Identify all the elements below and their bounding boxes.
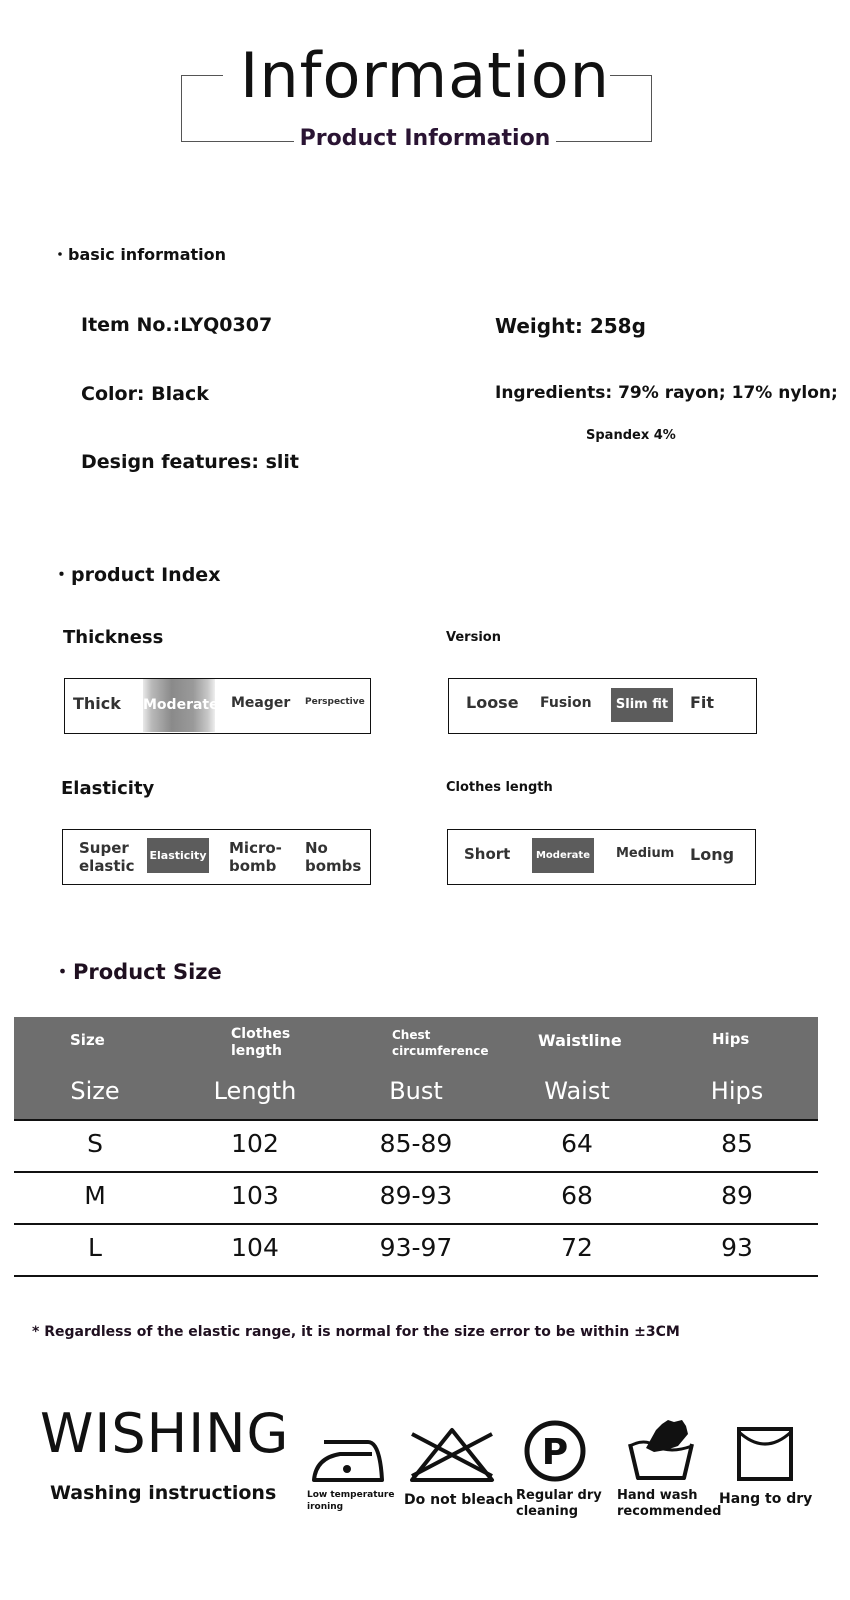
size-subheader-length: Length: [213, 1077, 297, 1105]
elasticity-option-micro-line2: bomb: [229, 857, 277, 875]
version-option-loose: Loose: [466, 693, 519, 712]
table-cell: 89: [721, 1181, 753, 1210]
size-subheader-bust: Bust: [389, 1077, 443, 1105]
hand-wash-label-line1: Hand wash: [617, 1488, 698, 1503]
basic-info-heading: ・basic information: [52, 245, 227, 264]
table-cell: 72: [561, 1233, 593, 1262]
no-bleach-icon: [408, 1426, 496, 1484]
dry-clean-label-line1: Regular dry: [516, 1488, 602, 1503]
table-cell: 104: [231, 1233, 279, 1262]
version-scale: [448, 678, 757, 734]
size-header-chest: [392, 1027, 489, 1059]
table-line: [14, 1119, 818, 1121]
frame-left-top: [181, 75, 223, 76]
size-header-clothes-line2: length: [231, 1043, 282, 1059]
elasticity-option-super-line2: elastic: [79, 857, 135, 875]
elasticity-option-super-line1: Super: [79, 839, 129, 857]
table-cell: 85: [721, 1129, 753, 1158]
elasticity-option-micro-line1: Micro-: [229, 839, 282, 857]
dry-clean-icon: [523, 1419, 587, 1483]
dry-clean-label-line2: cleaning: [516, 1504, 579, 1519]
design-features: Design features: slit: [81, 451, 299, 473]
length-option-short: Short: [464, 845, 511, 863]
table-cell: 93: [721, 1233, 753, 1262]
color-info: Color: Black: [81, 383, 209, 405]
table-cell: S: [87, 1129, 103, 1158]
thickness-option-thick: Thick: [73, 694, 121, 713]
elasticity-option-no-line2: bombs: [305, 857, 362, 875]
elasticity-label: Elasticity: [61, 778, 155, 799]
iron-label-line2: ironing: [307, 1502, 344, 1512]
hang-dry-label: Hang to dry: [719, 1491, 813, 1507]
thickness-option-moderate: Moderate: [143, 679, 215, 732]
length-option-moderate: Moderate: [532, 838, 594, 873]
frame-right-top: [610, 75, 652, 76]
version-option-fusion: Fusion: [540, 695, 592, 711]
washing-title: WISHING: [40, 1402, 290, 1465]
page-subtitle-text: Product Information: [294, 126, 557, 151]
elasticity-option-no-line1: No: [305, 839, 328, 857]
table-cell: 93-97: [379, 1233, 453, 1262]
product-size-heading: ・Product Size: [52, 960, 222, 984]
product-index-heading: ・product Index: [52, 564, 221, 586]
version-option-fit: Fit: [690, 693, 715, 712]
dry-clean-letter: P: [541, 1432, 569, 1473]
size-header-clothes-line1: Clothes: [231, 1026, 291, 1042]
clothes-length-scale: [447, 829, 756, 885]
size-error-note: * Regardless of the elastic range, it is normal for the size error to be within ±3CM: [32, 1324, 680, 1340]
size-header-clothes-length: [231, 1026, 290, 1060]
hand-wash-label: [617, 1488, 721, 1520]
thickness-option-perspective: Perspective: [305, 697, 365, 707]
thickness-label: Thickness: [63, 627, 164, 648]
version-label: Version: [446, 630, 501, 645]
elasticity-scale: [62, 829, 371, 885]
ingredients-info: Ingredients: 79% rayon; 17% nylon;: [495, 383, 838, 403]
elasticity-option-no-bombs: [305, 839, 361, 875]
table-cell: 89-93: [379, 1181, 453, 1210]
table-line: [14, 1275, 818, 1277]
size-header-waistline: Waistline: [538, 1031, 622, 1050]
elasticity-option-super-elastic: [79, 839, 135, 875]
size-subheader-hips: Hips: [710, 1077, 764, 1105]
hand-wash-label-line2: recommended: [617, 1504, 722, 1519]
table-cell: 68: [561, 1181, 593, 1210]
thickness-option-meager: Meager: [231, 695, 291, 711]
size-header-size: Size: [70, 1031, 105, 1049]
size-header-chest-line1: Chest: [392, 1028, 431, 1042]
page-subtitle: [0, 126, 850, 151]
clothes-length-label: Clothes length: [446, 780, 553, 795]
length-option-medium: Medium: [616, 846, 675, 861]
table-cell: 102: [231, 1129, 279, 1158]
table-line: [14, 1223, 818, 1225]
item-number: Item No.:LYQ0307: [81, 314, 273, 336]
table-cell: 85-89: [379, 1129, 453, 1158]
thickness-scale: [64, 678, 371, 734]
elasticity-option-elasticity: Elasticity: [147, 838, 209, 873]
elasticity-option-micro-bomb: [229, 839, 282, 875]
table-cell: M: [84, 1181, 106, 1210]
version-option-slim-fit: Slim fit: [611, 688, 673, 722]
iron-label: [307, 1489, 394, 1513]
size-header-hips: Hips: [712, 1030, 750, 1048]
iron-label-line1: Low temperature: [307, 1490, 395, 1500]
washing-subtitle: Washing instructions: [50, 1482, 277, 1504]
dry-clean-label: [516, 1488, 602, 1520]
length-option-long: Long: [690, 845, 735, 864]
ingredients-continued: Spandex 4%: [586, 428, 676, 443]
table-cell: L: [88, 1233, 102, 1262]
no-bleach-label: Do not bleach: [404, 1492, 514, 1508]
hand-wash-icon: [626, 1418, 696, 1482]
hang-dry-icon: [736, 1426, 794, 1482]
size-subheader-waist: Waist: [544, 1077, 610, 1105]
weight-info: Weight: 258g: [495, 314, 646, 338]
iron-icon: [310, 1432, 386, 1484]
table-cell: 64: [561, 1129, 593, 1158]
table-line: [14, 1171, 818, 1173]
page-title: Information: [240, 39, 610, 112]
table-cell: 103: [231, 1181, 279, 1210]
size-header-chest-line2: circumference: [392, 1044, 489, 1058]
size-subheader-size: Size: [70, 1077, 120, 1105]
